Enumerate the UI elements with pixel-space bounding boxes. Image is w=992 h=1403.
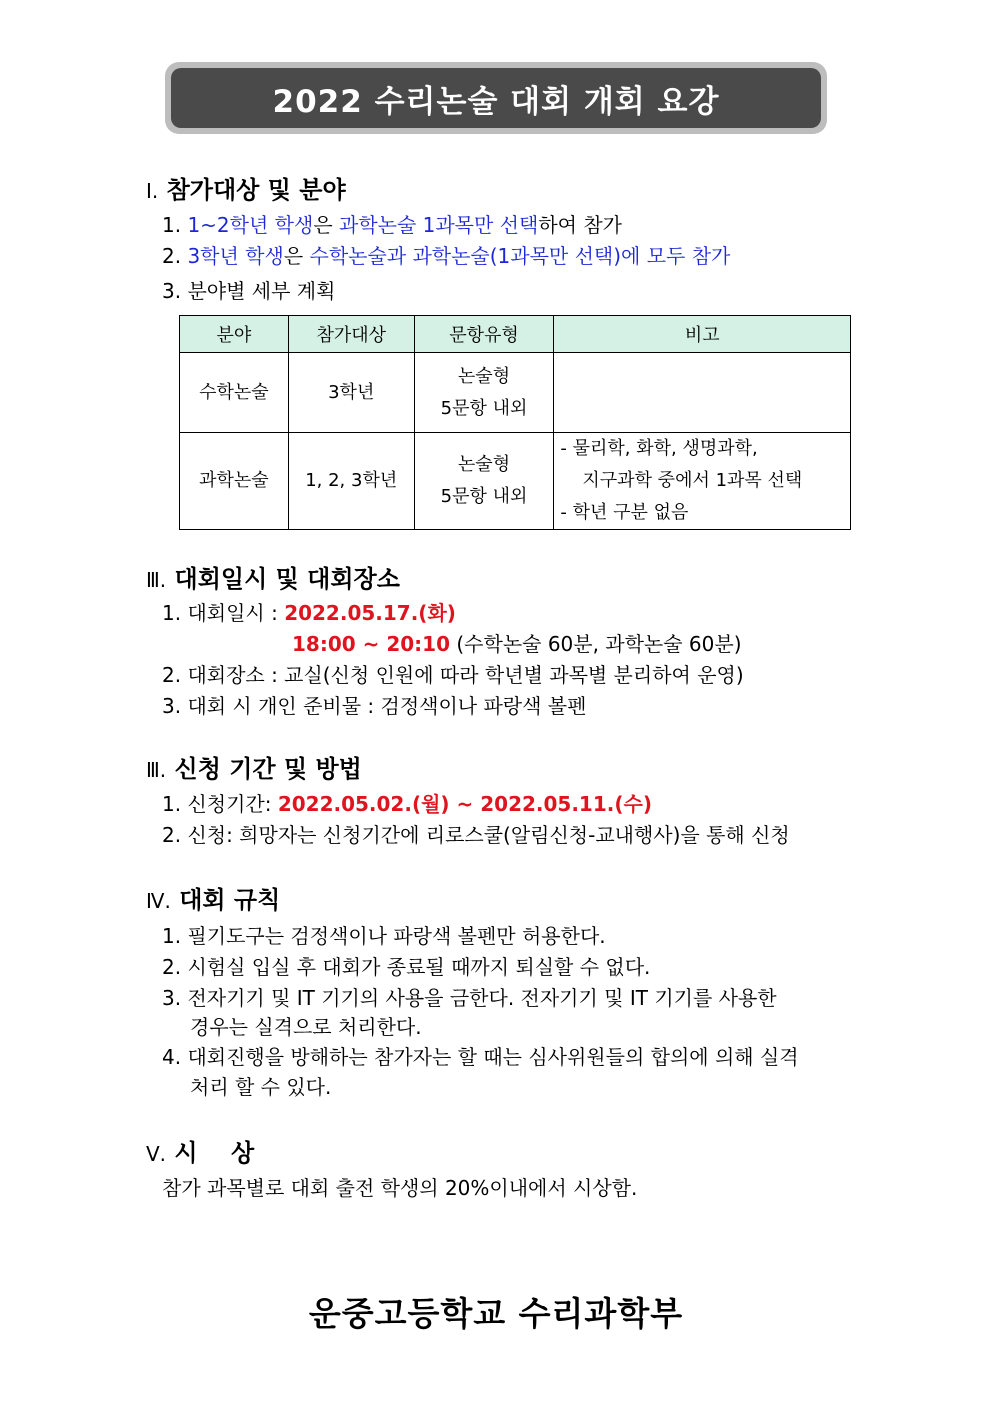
item1-text: 은 xyxy=(313,213,339,237)
section4-title: 대회 규칙 xyxy=(179,886,281,914)
table-header: 참가대상 xyxy=(288,316,414,353)
table-cell-field: 과학논술 xyxy=(180,433,289,530)
item-number: 2. xyxy=(162,244,182,268)
item-label: 1. 신청기간: xyxy=(162,792,278,816)
item1-choice: 과학논술 1과목만 선택 xyxy=(339,213,539,237)
section1-number: Ⅰ. xyxy=(146,179,159,203)
table-cell-type xyxy=(414,353,554,433)
table-cell-note xyxy=(554,433,851,530)
table-cell-type xyxy=(414,433,554,530)
section5-title: 시 상 xyxy=(174,1139,255,1167)
title-box xyxy=(165,62,827,134)
event-time-note: (수학논술 60분, 과학논술 60분) xyxy=(450,632,742,656)
section2-item3: 3. 대회 시 개인 준비물 : 검정색이나 파랑색 볼펜 xyxy=(162,694,587,718)
table-cell-target: 1, 2, 3학년 xyxy=(288,433,414,530)
table-row xyxy=(180,353,851,433)
event-time: 18:00 ~ 20:10 xyxy=(292,632,451,656)
table-row xyxy=(180,433,851,530)
section4-item2: 2. 시험실 입실 후 대회가 종료될 때까지 퇴실할 수 없다. xyxy=(162,955,651,979)
section4-item3: 3. 전자기기 및 IT 기기의 사용을 금한다. 전자기기 및 IT 기기를 사용한 xyxy=(162,986,777,1010)
table-cell-target: 3학년 xyxy=(288,353,414,433)
table-header-row xyxy=(180,316,851,353)
section2-item1-time xyxy=(292,631,742,657)
section5-heading xyxy=(146,1140,254,1167)
item1-target: 1~2학년 학생 xyxy=(187,213,314,237)
section2-item2: 2. 대회장소 : 교실(신청 인원에 따라 학년별 과목별 분리하여 운영) xyxy=(162,663,744,687)
table-header: 비고 xyxy=(554,316,851,353)
table-header: 문항유형 xyxy=(414,316,554,353)
section1-title: 참가대상 및 분야 xyxy=(166,176,346,204)
section2-heading xyxy=(146,566,400,593)
table-cell-note xyxy=(554,353,851,433)
section3-item2: 2. 신청: 희망자는 신청기간에 리로스쿨(알림신청-교내행사)을 통해 신청 xyxy=(162,823,790,847)
section1-item2 xyxy=(162,243,730,269)
footer-signature: 운중고등학교 수리과학부 xyxy=(308,1294,684,1333)
document-title: 2022 수리논술 대회 개회 요강 xyxy=(171,68,821,128)
section3-heading xyxy=(146,756,362,783)
section4-item1: 1. 필기도구는 검정색이나 파랑색 볼펜만 허용한다. xyxy=(162,924,606,948)
table-cell-field: 수학논술 xyxy=(180,353,289,433)
section4-item3-cont: 경우는 실격으로 처리한다. xyxy=(190,1015,422,1039)
section2-item1 xyxy=(162,600,456,626)
section4-item4-cont: 처리 할 수 있다. xyxy=(190,1075,332,1099)
note-line: 지구과학 중에서 1과목 선택 xyxy=(582,470,803,491)
plan-table xyxy=(179,315,851,530)
section4-number: Ⅳ. xyxy=(146,889,171,913)
item-label: 1. 대회일시 : xyxy=(162,601,285,625)
section3-title: 신청 기간 및 방법 xyxy=(174,755,362,783)
item2-text: 은 xyxy=(283,244,310,268)
type-line: 5문항 내외 xyxy=(440,397,528,419)
item-number: 1. xyxy=(162,213,182,237)
section2-title: 대회일시 및 대회장소 xyxy=(174,565,400,593)
section5-text: 참가 과목별로 대회 출전 학생의 20%이내에서 시상함. xyxy=(162,1176,638,1200)
section4-item4: 4. 대회진행을 방해하는 참가자는 할 때는 심사위원들의 합의에 의해 실격 xyxy=(162,1045,799,1069)
section1-item3: 3. 분야별 세부 계획 xyxy=(162,279,336,303)
section1-heading xyxy=(146,177,346,204)
note-line: - 학년 구분 없음 xyxy=(560,502,689,523)
type-line: 논술형 xyxy=(457,365,511,387)
item1-tail: 하여 참가 xyxy=(538,213,622,237)
event-date: 2022.05.17.(화) xyxy=(284,601,456,625)
item2-target: 3학년 학생 xyxy=(187,244,284,268)
section4-heading xyxy=(146,887,280,914)
table-header: 분야 xyxy=(180,316,289,353)
section1-item1 xyxy=(162,212,622,238)
note-line: - 물리학, 화학, 생명과학, xyxy=(560,438,758,459)
section5-number: Ⅴ. xyxy=(146,1142,167,1166)
section3-item1 xyxy=(162,791,652,817)
type-line: 논술형 xyxy=(457,454,511,475)
section2-number: Ⅲ. xyxy=(146,568,167,592)
section3-number: Ⅲ. xyxy=(146,758,167,782)
item2-choice: 수학논술과 과학논술(1과목만 선택)에 모두 참가 xyxy=(309,244,731,268)
application-period: 2022.05.02.(월) ~ 2022.05.11.(수) xyxy=(277,792,652,816)
type-line: 5문항 내외 xyxy=(440,486,528,507)
